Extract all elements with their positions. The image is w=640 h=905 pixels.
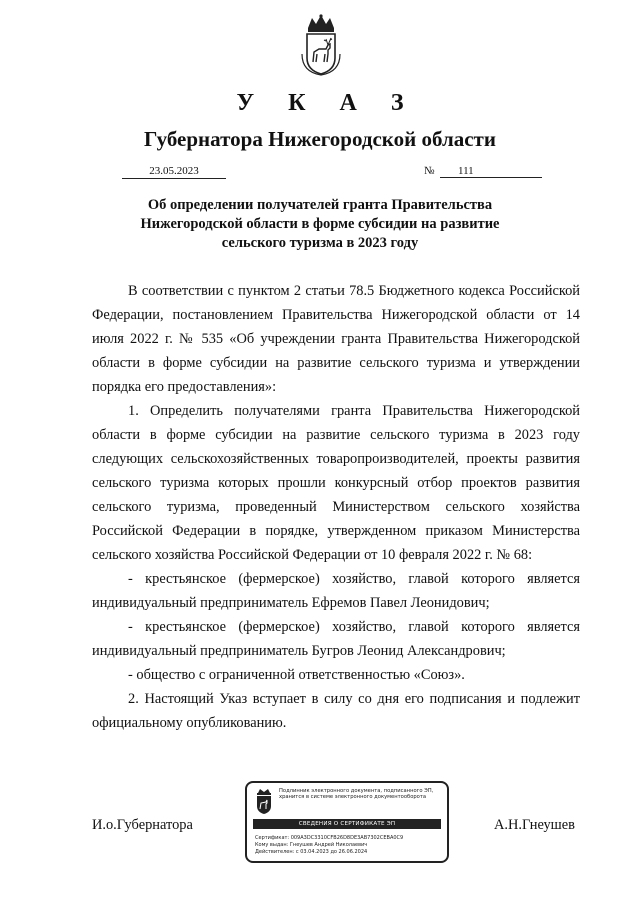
coat-of-arms-icon <box>300 14 342 76</box>
stamp-certificate-header: СВЕДЕНИЯ О СЕРТИФИКАТЕ ЭП <box>253 819 441 829</box>
stamp-original-note <box>279 788 433 800</box>
signatory-position: И.о.Губернатора <box>92 817 193 833</box>
coat-of-arms-icon <box>255 789 273 815</box>
stamp-note-line: хранится в системе электронного документооборота <box>279 794 427 800</box>
decree-number: 111 <box>440 164 542 178</box>
preamble-paragraph: В соответствии с пунктом 2 статьи 78.5 Бюджетного кодекса Российской Федерации, постановлением Правительства Нижегородской области от 14 июля 2022 г. № 535 «Об учреждении гранта Правительства Нижегородской области в форме субсидии на развитие сельского туризма и утверждении порядка его предоставления»: <box>92 283 580 395</box>
recipient-item: - крестьянское (фермерское) хозяйство, главой которого является индивидуальный предприниматель Бугров Леонид Александрович; <box>92 619 580 659</box>
recipient-item: - крестьянское (фермерское) хозяйство, главой которого является индивидуальный предприниматель Ефремов Павел Леонидович; <box>92 571 580 611</box>
issuer-title: Губернатора Нижегородской области <box>144 127 496 151</box>
decree-body <box>92 279 580 735</box>
clause-2-paragraph: 2. Настоящий Указ вступает в силу со дня его подписания и подлежит официальному опубликованию. <box>92 691 580 731</box>
stamp-owner: Кому выдан: Гнеушев Андрей Николаевич <box>255 842 368 848</box>
stamp-certificate-id: Сертификат: 009A3DC3310CFB26D8DE3AB7302CEBA0C9 <box>255 835 404 841</box>
document-title <box>100 196 540 253</box>
recipient-item: - общество с ограниченной ответственностью «Союз». <box>128 667 465 683</box>
stamp-validity: Действителен: с 03.04.2023 до 26.06.2024 <box>255 849 368 855</box>
document-title-line: Об определении получателей гранта Правительства <box>147 197 493 213</box>
stamp-note-line: Подлинник электронного документа, подписанного ЭП, <box>279 788 434 794</box>
clause-1-paragraph: 1. Определить получателями гранта Правительства Нижегородской области в форме субсидии на развитие сельского туризма в 2023 году следующих сельскохозяйственных товаропроизводителей, проекты развития сельского туризма которых прошли конкурсный отбор проектов развития сельского туризма, проведенный Министерством сельского хозяйства Российской Федерации в порядке, утвержденном приказом Министерства сельского хозяйства Российской Федерации от 10 февраля 2022 г. № 68: <box>92 403 580 563</box>
electronic-signature-stamp <box>245 781 449 863</box>
signatory-name: А.Н.Гнеушев <box>494 817 575 833</box>
number-sign: № <box>424 165 435 177</box>
document-title-line: сельского туризма в 2023 году <box>221 235 419 251</box>
decree-heading: У К А З <box>236 90 418 116</box>
decree-date: 23.05.2023 <box>122 164 226 179</box>
document-title-line: Нижегородской области в форме субсидии на развитие <box>140 216 500 232</box>
